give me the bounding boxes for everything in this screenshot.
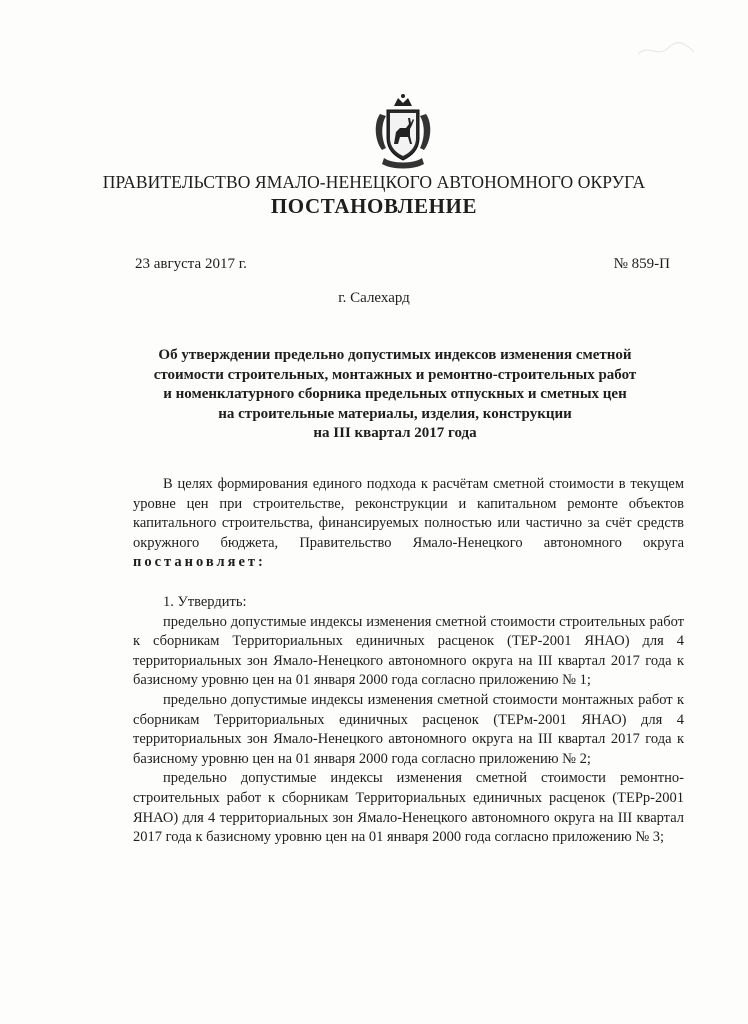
title-line: Об утверждении предельно допустимых индексов изменения сметной: [158, 347, 632, 363]
preamble-text: В целях формирования единого подхода к расчётам сметной стоимости в текущем уровне цен при строительстве, реконструкции и капитальном ремонте объектов капитального строительства, финансируемых полностью или частично за счёт средств окружного бюджета, Правительство Ямало-Ненецкого автономного округа: [133, 476, 684, 551]
document-number: № 859-П: [613, 256, 670, 272]
scan-smudge: [636, 40, 696, 60]
document-body: [133, 475, 684, 848]
preamble-paragraph: [133, 475, 684, 573]
document-date: 23 августа 2017 г.: [135, 256, 247, 272]
document-type: ПОСТАНОВЛЕНИЕ: [270, 194, 478, 218]
coat-of-arms-icon: [372, 92, 434, 170]
title-line: на III квартал 2017 года: [313, 425, 477, 441]
document-title: [110, 346, 680, 444]
resolves-word: постановляет:: [133, 554, 266, 571]
document-city: г. Салехард: [338, 290, 410, 306]
title-line: и номенклатурного сборника предельных отпускных и сметных цен: [163, 386, 627, 402]
organization-name: ПРАВИТЕЛЬСТВО ЯМАЛО-НЕНЕЦКОГО АВТОНОМНОГО ОКРУГА: [102, 172, 646, 192]
item-1-heading: 1. Утвердить:: [163, 593, 247, 610]
title-line: стоимости строительных, монтажных и ремонтно-строительных работ: [153, 366, 637, 383]
item-paragraph: предельно допустимые индексы изменения сметной стоимости монтажных работ к сборникам Территориальных единичных расценок (ТЕРм-2001 ЯНАО) для 4 территориальных зон Ямало-Ненецкого автономного округа на III квартал 2017 года к базисному уровню цен на 01 января 2000 года согласно приложению № 2;: [133, 691, 684, 767]
title-line: на строительные материалы, изделия, конструкции: [218, 405, 572, 422]
item-paragraph: предельно допустимые индексы изменения сметной стоимости ремонтно-строительных работ к сборникам Территориальных единичных расценок (ТЕРр-2001 ЯНАО) для 4 территориальных зон Ямало-Ненецкого автономного округа на III квартал 2017 года к базисному уровню цен на 01 января 2000 года согласно приложению № 3;: [133, 770, 684, 846]
item-paragraph: предельно допустимые индексы изменения сметной стоимости строительных работ к сборникам Территориальных единичных расценок (ТЕР-2001 ЯНАО) для 4 территориальных зон Ямало-Ненецкого автономного округа на III квартал 2017 года к базисному уровню цен на 01 января 2000 года согласно приложению № 1;: [133, 613, 684, 689]
